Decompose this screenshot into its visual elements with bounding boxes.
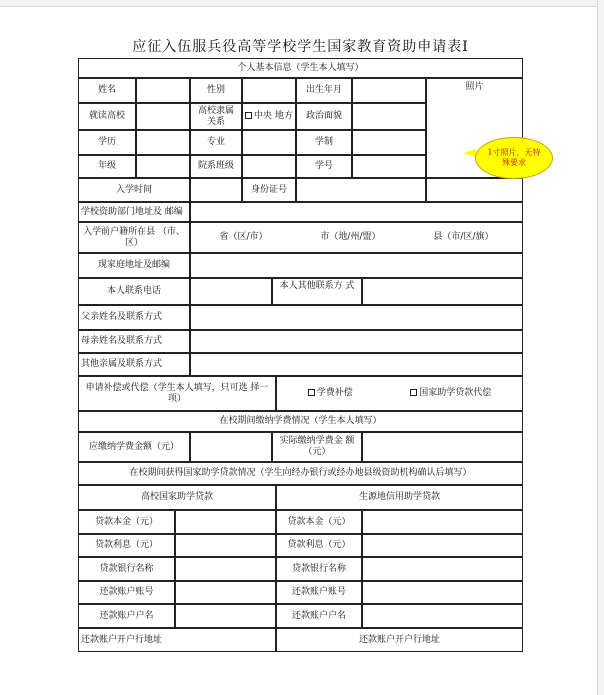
input-principal-origin[interactable]: [362, 510, 523, 534]
option-loan: 国家助学贷款代偿: [419, 388, 492, 398]
input-student-id[interactable]: [352, 155, 426, 178]
section-tuition: 在校期间缴纳学费情况（学生本人填写）: [78, 411, 523, 432]
input-mother[interactable]: [190, 330, 523, 353]
checkbox-loan[interactable]: [410, 389, 417, 396]
input-id-card-extra[interactable]: [426, 178, 523, 202]
form-title: 应征入伍服兵役高等学校学生国家教育资助申请表Ⅰ: [132, 39, 469, 55]
affiliation-options[interactable]: [242, 103, 296, 130]
input-paid-tuition[interactable]: [362, 432, 523, 462]
label-phone: 本人联系电话: [78, 278, 190, 305]
input-father[interactable]: [190, 305, 523, 330]
input-gender[interactable]: [242, 78, 296, 103]
label-prev-household: 入学前户籍所在县 （市、区）: [78, 222, 190, 253]
label-principal-school: 贷款本金（元）: [78, 510, 175, 534]
input-account-no-school[interactable]: [175, 581, 276, 604]
input-interest-origin[interactable]: [362, 534, 523, 557]
label-bank-school: 贷款银行名称: [78, 557, 175, 581]
label-bank-addr-origin: 还款账户开户行地址: [276, 628, 523, 652]
input-other-contact[interactable]: [362, 278, 523, 305]
input-school-dept-addr[interactable]: [190, 202, 523, 222]
input-birth[interactable]: [352, 78, 426, 103]
label-account-name-school: 还款账户户名: [78, 604, 175, 628]
label-due-tuition: 应缴纳学费金额（元）: [78, 432, 190, 462]
label-photo: 照片: [465, 82, 484, 92]
label-school: 就读高校: [78, 103, 136, 130]
label-political: 政治面貌: [296, 103, 352, 130]
input-dept-class[interactable]: [242, 155, 296, 178]
section-loan-school: 高校国家助学贷款: [78, 485, 276, 510]
input-duration[interactable]: [352, 130, 426, 155]
label-duration: 学制: [296, 130, 352, 155]
label-home-addr: 现家庭地址及邮编: [78, 253, 190, 278]
label-gender: 性别: [190, 78, 242, 103]
photo-callout: 1寸照片，无特殊要求: [475, 137, 553, 179]
label-dept-class: 院系班级: [190, 155, 242, 178]
label-birth: 出生年月: [296, 78, 352, 103]
input-account-name-origin[interactable]: [362, 604, 523, 628]
label-mother: 母亲姓名及联系方式: [78, 330, 190, 353]
input-home-addr[interactable]: [190, 253, 523, 278]
label-education: 学历: [78, 130, 136, 155]
input-political[interactable]: [352, 103, 426, 130]
option-central: 中央: [254, 111, 273, 121]
option-tuition: 学费补偿: [316, 388, 353, 398]
input-account-name-school[interactable]: [175, 604, 276, 628]
label-father: 父亲姓名及联系方式: [78, 305, 190, 330]
label-affiliation: 高校隶属 关系: [190, 103, 242, 130]
input-enroll-time[interactable]: [190, 178, 242, 202]
label-bank-addr-school: 还款账户开户行地址: [78, 628, 276, 652]
input-prev-household[interactable]: [190, 222, 523, 253]
window-right-edge: [597, 0, 604, 695]
input-interest-school[interactable]: [175, 534, 276, 557]
label-principal-origin: 贷款本金（元）: [276, 510, 362, 534]
label-account-no-origin: 还款账户账号: [276, 581, 362, 604]
input-bank-origin[interactable]: [362, 557, 523, 581]
label-province: 省（区/市）: [219, 232, 268, 242]
label-account-name-origin: 还款账户户名: [276, 604, 362, 628]
input-id-card[interactable]: [296, 178, 426, 202]
label-interest-school: 贷款利息（元）: [78, 534, 175, 557]
option-local: 地方: [274, 111, 293, 121]
label-account-no-school: 还款账户账号: [78, 581, 175, 604]
input-account-no-origin[interactable]: [362, 581, 523, 604]
section-loan-origin: 生源地信用助学贷款: [276, 485, 523, 510]
apply-type-options[interactable]: [276, 376, 523, 411]
label-grade: 年级: [78, 155, 136, 178]
input-due-tuition[interactable]: [190, 432, 272, 462]
input-school[interactable]: [136, 103, 190, 130]
label-enroll-time: 入学时间: [78, 178, 190, 202]
window-top-edge: [0, 0, 604, 7]
input-phone[interactable]: [190, 278, 272, 305]
input-relatives[interactable]: [190, 353, 523, 376]
label-county: 县（市/区/旗）: [433, 232, 494, 242]
label-other-contact: 本人其他联系方 式: [272, 278, 362, 305]
input-name[interactable]: [136, 78, 190, 103]
section-personal-info: 个人基本信息（学生本人填写）: [78, 58, 523, 78]
input-grade[interactable]: [136, 155, 190, 178]
label-relatives: 其他亲属及联系方式: [78, 353, 190, 376]
label-name: 姓名: [78, 78, 136, 103]
label-interest-origin: 贷款利息（元）: [276, 534, 362, 557]
label-paid-tuition: 实际缴纳学费金 额 （元）: [272, 432, 362, 462]
label-student-id: 学号: [296, 155, 352, 178]
checkbox-tuition[interactable]: [308, 389, 315, 396]
input-major[interactable]: [242, 130, 296, 155]
checkbox-central[interactable]: [245, 112, 252, 119]
input-bank-school[interactable]: [175, 557, 276, 581]
label-school-dept-addr: 学校资助部门地址及 邮编: [78, 202, 190, 222]
label-bank-origin: 贷款银行名称: [276, 557, 362, 581]
input-principal-school[interactable]: [175, 510, 276, 534]
label-apply-type: 申请补偿或代偿（学生本人填写，只可选 择一项）: [78, 376, 276, 411]
input-education[interactable]: [136, 130, 190, 155]
label-id-card: 身份证号: [242, 178, 296, 202]
section-loan: 在校期间获得国家助学贷款情况（学生向经办银行或经办地县级资助机构确认后填写）: [78, 462, 523, 485]
label-city: 市（地/州/盟）: [320, 232, 381, 242]
label-major: 专业: [190, 130, 242, 155]
callout-pointer: [463, 149, 476, 157]
